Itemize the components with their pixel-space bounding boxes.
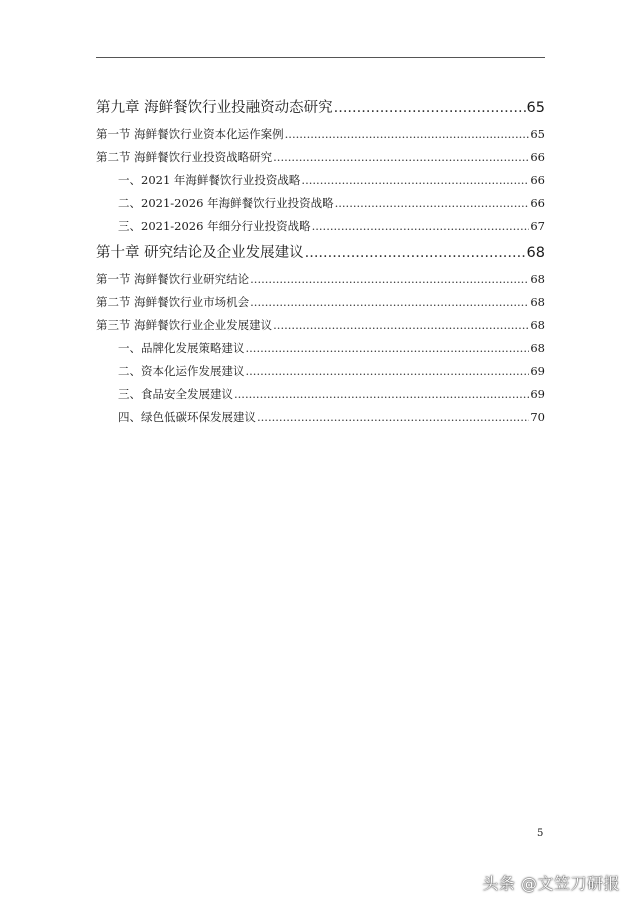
watermark: 头条 @文笠刀研报	[482, 874, 620, 893]
page-number: 5	[537, 828, 544, 839]
toc-entry-page: 70	[530, 410, 545, 424]
toc-item[interactable]	[96, 195, 545, 218]
dot-leader	[234, 387, 529, 401]
toc-item[interactable]	[96, 386, 545, 409]
toc-section[interactable]	[96, 149, 545, 172]
dot-leader	[246, 364, 530, 378]
dot-leader	[312, 219, 530, 233]
toc-chapter-9[interactable]	[96, 96, 545, 120]
toc-entry-page: 67	[530, 219, 545, 233]
toc-entry-page: 68	[530, 318, 545, 332]
dot-leader	[334, 100, 526, 116]
toc-section[interactable]	[96, 271, 545, 294]
toc-entry-page: 65	[526, 100, 545, 116]
toc-section[interactable]	[96, 126, 545, 149]
toc-entry-page: 68	[530, 295, 545, 309]
dot-leader	[250, 272, 529, 286]
toc-entry-title: 第一节 海鲜餐饮行业研究结论	[96, 272, 250, 286]
toc-item[interactable]	[96, 218, 545, 241]
toc-entry-page: 66	[530, 196, 545, 210]
toc-entry-page: 68	[530, 272, 545, 286]
toc-entry-page: 69	[530, 387, 545, 401]
toc-item[interactable]	[96, 172, 545, 195]
dot-leader	[273, 318, 529, 332]
toc-item[interactable]	[96, 340, 545, 363]
table-of-contents	[96, 96, 545, 432]
toc-entry-title: 第二节 海鲜餐饮行业投资战略研究	[96, 150, 273, 164]
header-rule	[96, 57, 545, 58]
toc-entry-title: 一、2021 年海鲜餐饮行业投资战略	[118, 173, 301, 187]
toc-section[interactable]	[96, 317, 545, 340]
toc-entry-title: 四、绿色低碳环保发展建议	[118, 410, 256, 424]
toc-entry-title: 第十章 研究结论及企业发展建议	[96, 245, 304, 261]
toc-entry-title: 二、资本化运作发展建议	[118, 364, 245, 378]
toc-chapter-10[interactable]	[96, 241, 545, 265]
toc-entry-title: 三、2021-2026 年细分行业投资战略	[118, 219, 311, 233]
dot-leader	[285, 127, 530, 141]
dot-leader	[257, 410, 529, 424]
toc-entry-title: 二、2021-2026 年海鲜餐饮行业投资战略	[118, 196, 334, 210]
dot-leader	[305, 245, 526, 261]
toc-item[interactable]	[96, 409, 545, 432]
dot-leader	[246, 341, 530, 355]
toc-entry-title: 第二节 海鲜餐饮行业市场机会	[96, 295, 250, 309]
toc-entry-page: 66	[530, 150, 545, 164]
toc-entry-title: 第一节 海鲜餐饮行业资本化运作案例	[96, 127, 284, 141]
toc-entry-page: 69	[530, 364, 545, 378]
dot-leader	[273, 150, 529, 164]
toc-entry-title: 第九章 海鲜餐饮行业投融资动态研究	[96, 100, 333, 116]
dot-leader	[301, 173, 529, 187]
toc-item[interactable]	[96, 363, 545, 386]
toc-entry-title: 第三节 海鲜餐饮行业企业发展建议	[96, 318, 273, 332]
toc-entry-page: 68	[530, 341, 545, 355]
toc-entry-title: 一、品牌化发展策略建议	[118, 341, 245, 355]
dot-leader	[335, 196, 530, 210]
toc-entry-page: 66	[530, 173, 545, 187]
toc-entry-title: 三、食品安全发展建议	[118, 387, 233, 401]
toc-entry-page: 68	[526, 245, 545, 261]
toc-entry-page: 65	[530, 127, 545, 141]
dot-leader	[250, 295, 529, 309]
toc-section[interactable]	[96, 294, 545, 317]
